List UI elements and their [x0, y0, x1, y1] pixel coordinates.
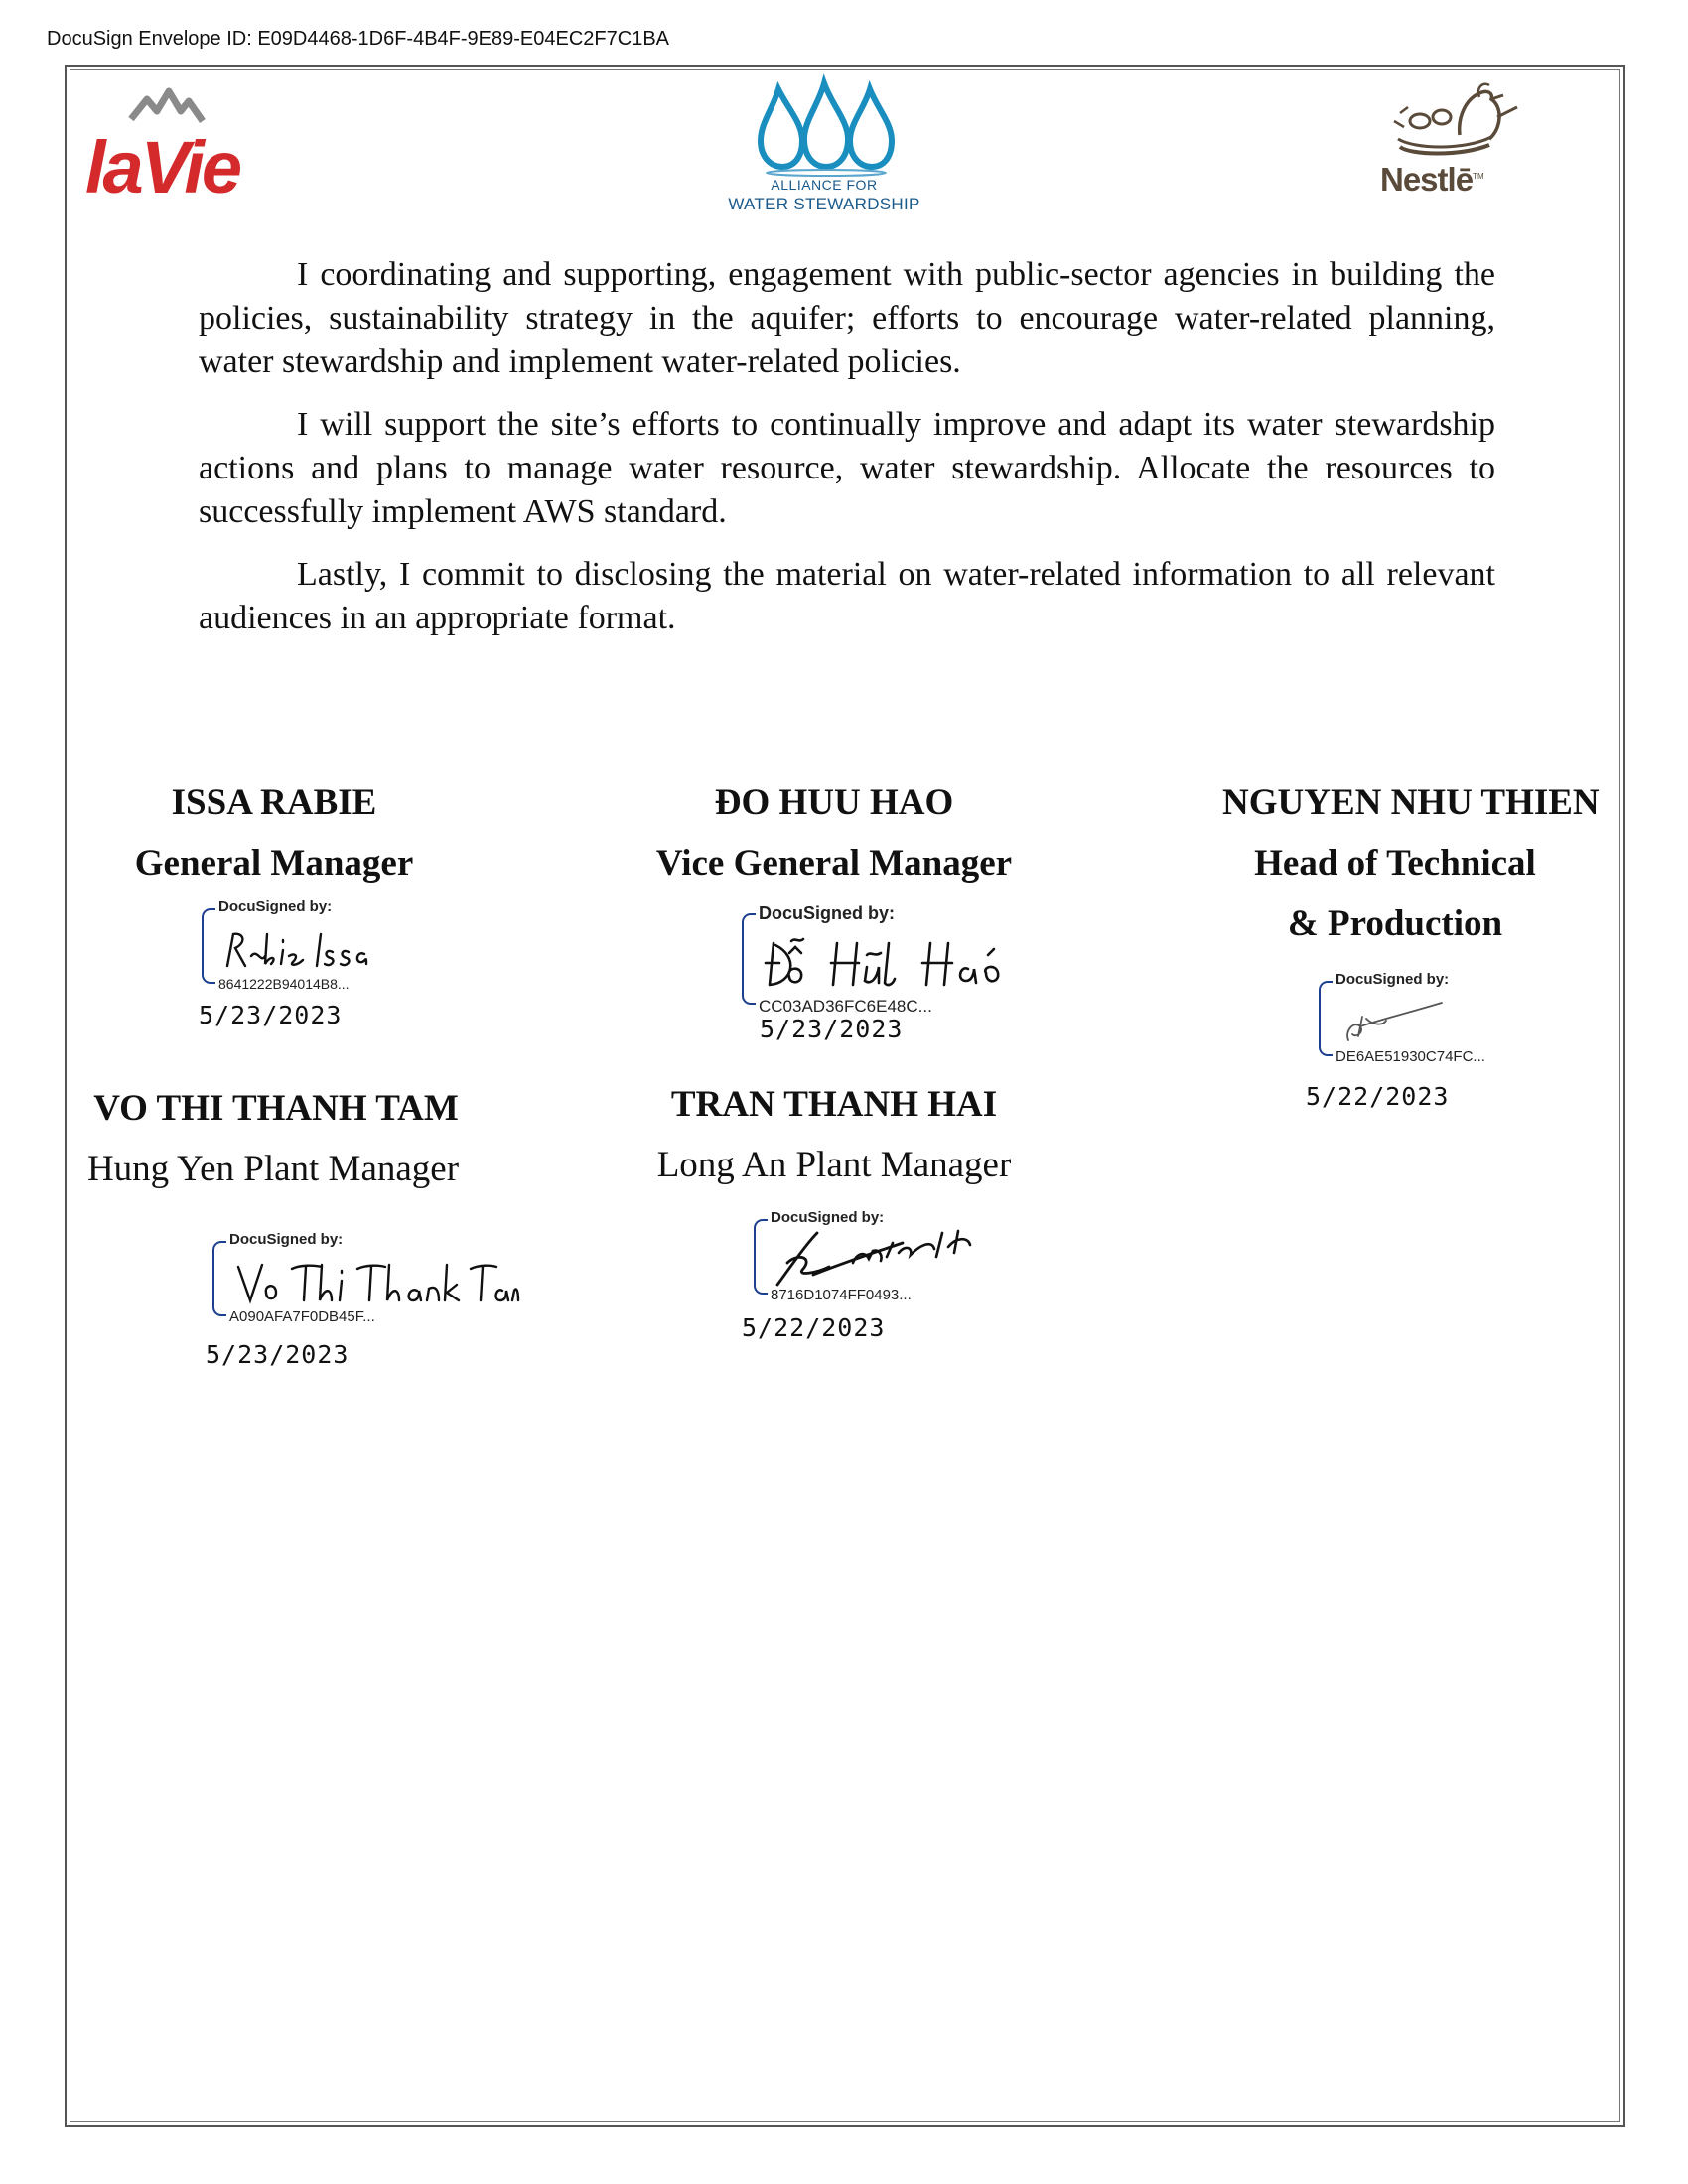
signatory-title-line1: Head of Technical — [1254, 843, 1536, 884]
signatory-name: VO THI THANH TAM — [93, 1088, 459, 1129]
docusign-block — [754, 1209, 982, 1304]
signature-id: CC03AD36FC6E48C... — [756, 997, 935, 1017]
signatory-name: ISSA RABIE — [171, 782, 377, 823]
signature-id: DE6AE51930C74FC... — [1333, 1048, 1488, 1065]
aws-logo — [715, 69, 933, 218]
signed-date: 5/23/2023 — [206, 1340, 350, 1369]
signatory-name: ĐO HUU HAO — [714, 782, 954, 823]
docusign-block — [742, 903, 1010, 1015]
signatory-title: Hung Yen Plant Manager — [86, 1149, 460, 1189]
docusign-label: DocuSigned by: — [756, 903, 898, 924]
lavie-logo — [85, 81, 284, 201]
paragraph-commitment-engagement: I coordinating and supporting, engagement with public-sector agencies in building the policies, sustainability strategy in the aquifer; efforts to encourage water-related planning, water stewardship and implement water-related policies. — [199, 256, 1495, 380]
docusign-label: DocuSigned by: — [768, 1209, 887, 1226]
lavie-mountain-icon — [85, 81, 284, 201]
docusign-block — [202, 898, 430, 994]
docusign-label: DocuSigned by: — [226, 1231, 346, 1248]
envelope-id: DocuSign Envelope ID: E09D4468-1D6F-4B4F-9E89-E04EC2F7C1BA — [47, 28, 670, 50]
signed-date: 5/22/2023 — [742, 1313, 886, 1342]
signed-date: 5/23/2023 — [199, 1001, 343, 1029]
signatory-title: General Manager — [134, 843, 414, 884]
aws-logo-line1: ALLIANCE FOR — [771, 177, 878, 193]
docusign-block — [1319, 971, 1537, 1066]
signature-id: 8716D1074FF0493... — [768, 1287, 914, 1303]
water-drops-icon — [715, 69, 933, 177]
signature-nguyen-nhu-thien — [1342, 997, 1452, 1044]
docusign-label: DocuSigned by: — [1333, 971, 1452, 988]
signatory-title: Long An Plant Manager — [656, 1145, 1012, 1185]
paragraph-commitment-disclosure: Lastly, I commit to disclosing the material on water-related information to all relevant audiences in an appropriate format. — [199, 556, 1495, 636]
signatory-name: NGUYEN NHU THIEN — [1222, 782, 1600, 823]
signatory-title-line2: & Production — [1287, 903, 1503, 944]
nestle-logo — [1380, 77, 1529, 206]
nestle-wordmark: Nestlē™ — [1380, 161, 1484, 198]
docusign-label: DocuSigned by: — [215, 898, 335, 915]
signature-tran-thanh-hai — [774, 1223, 982, 1291]
signatory-name: TRAN THANH HAI — [670, 1084, 998, 1125]
signature-id: A090AFA7F0DB45F... — [226, 1308, 378, 1325]
signature-rabie-issa — [223, 926, 372, 974]
signature-do-huu-hao — [764, 933, 1002, 993]
docusign-block — [212, 1231, 520, 1326]
signed-date: 5/23/2023 — [760, 1015, 904, 1043]
signatory-title: Vice General Manager — [655, 843, 1013, 884]
signature-id: 8641222B94014B8... — [215, 976, 352, 992]
nest-birds-icon — [1380, 77, 1529, 159]
svg-text:laVie: laVie — [85, 126, 240, 201]
paragraph-commitment-support: I will support the site’s efforts to continually improve and adapt its water stewardship actions and plans to manage water resource, water stewardship. Allocate the resources to successfully implement AWS standard. — [199, 406, 1495, 530]
signed-date: 5/22/2023 — [1306, 1082, 1450, 1111]
aws-logo-line2: WATER STEWARDSHIP — [728, 195, 920, 213]
signature-vo-thi-thanh-tam — [234, 1259, 522, 1306]
